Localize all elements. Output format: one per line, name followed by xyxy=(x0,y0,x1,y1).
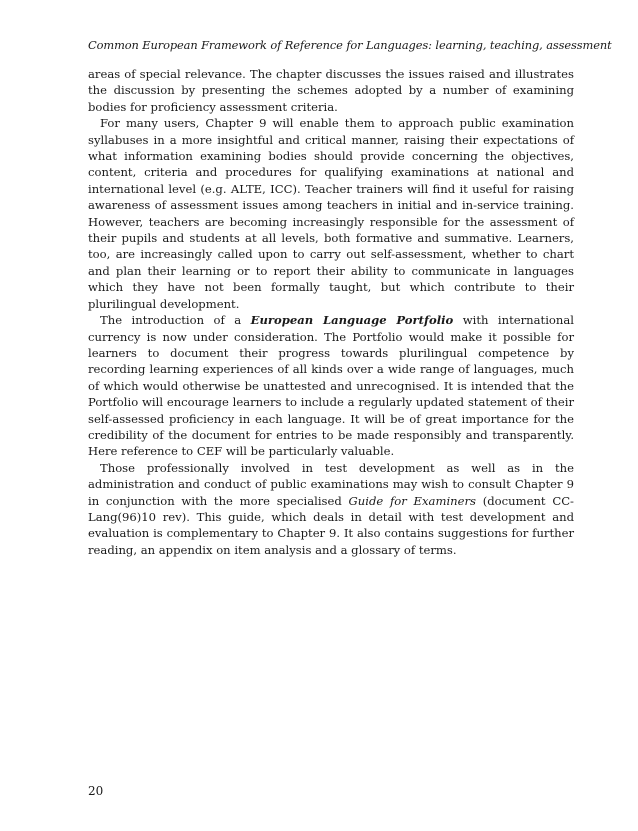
paragraph-text: For many users, Chapter 9 will enable them to approach public examination syllabuses in a more insightful and critical manner, raising their expectations of what information examining bodies should provide concerning the objectives, content, criteria and procedures for qualifying examinations at national and international level (e.g. ALTE, ICC). Teacher trainers will find it useful for raising awareness of assessment issues among teachers in initial and in-service training. However, teachers are becoming increasingly responsible for the assessment of their pupils and students at all levels, both formative and summative. Learners, too, are increasingly called upon to carry out self-assessment, whether to chart and plan their learning or to report their ability to communicate in languages which they have not been formally taught, but which contribute to their plurilingual development. xyxy=(88,116,574,311)
paragraph-text: (document CC-Lang(96)10 rev). This guide, which deals in detail with test development and evaluation is complementary to Chapter 9. It also contains suggestions for further reading, an appendix on item analysis and a glossary of terms. xyxy=(88,493,574,557)
paragraph xyxy=(88,312,574,460)
paragraph xyxy=(88,66,574,115)
paragraph-text: The introduction of a xyxy=(100,313,251,328)
italic-title: Guide for Examiners xyxy=(348,493,476,508)
running-header: Common European Framework of Reference for Languages: learning, teaching, assessment xyxy=(88,38,612,52)
page-number: 20 xyxy=(88,784,104,798)
paragraph-text: areas of special relevance. The chapter discusses the issues raised and illustrates the discussion by presenting the schemes adopted by a number of examining bodies for proficiency assessment criteria. xyxy=(88,67,574,114)
paragraph xyxy=(88,115,574,312)
paragraph-text: with international currency is now under consideration. The Portfolio would make it possible for learners to document their progress towards plurilingual competence by recording learning experiences of all kinds over a wide range of languages, much of which would otherwise be unattested and unrecognised. It is intended that the Portfolio will encourage learners to include a regularly updated statement of their self-assessed proficiency in each language. It will be of great importance for the credibility of the document for entries to be made responsibly and transparently. Here reference to CEF will be particularly valuable. xyxy=(88,313,574,459)
body-text xyxy=(88,66,574,558)
emphasized-title: European Language Portfolio xyxy=(250,313,454,328)
paragraph-text: Those professionally involved in test development as well as in the administration and conduct of public examinations may wish to consult Chapter 9 in conjunction with the more specialised xyxy=(88,460,574,508)
paragraph xyxy=(88,460,574,558)
